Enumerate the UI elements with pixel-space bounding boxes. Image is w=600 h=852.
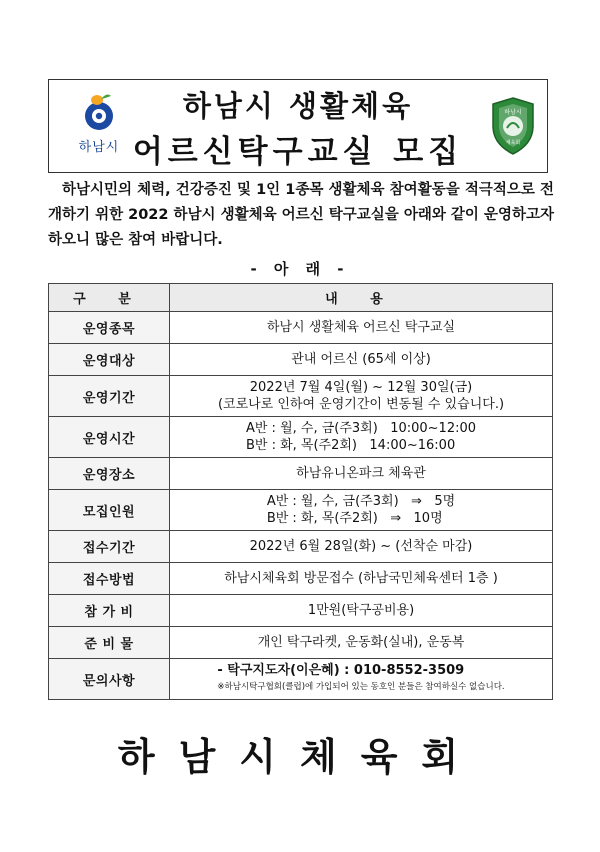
schedule-block — [246, 420, 476, 454]
row-label: 접수방법 — [49, 563, 170, 595]
row-label: 운영종목 — [49, 312, 170, 344]
table-row — [49, 376, 553, 417]
emblem-subtext: 체육회 — [505, 140, 521, 146]
logo-caption: 하남시 — [78, 140, 120, 155]
class-b-time: B반 : 화, 목(주2회) 14:00~16:00 — [245, 438, 456, 453]
sports-council-emblem — [489, 96, 537, 156]
shield-emblem-icon — [489, 96, 537, 156]
title-line-1: 하남시 생활체육 — [182, 89, 414, 123]
intro-paragraph-block — [48, 178, 554, 253]
row-label: 운영장소 — [49, 458, 170, 490]
class-a-time: A반 : 월, 수, 금(주3회) 10:00~12:00 — [245, 421, 477, 436]
table-row — [49, 595, 553, 627]
table-row — [49, 627, 553, 659]
period-note: (코로나로 인하여 운영기간이 변동될 수 있습니다.) — [217, 397, 505, 412]
row-value: 개인 탁구라켓, 운동화(실내), 운동복 — [170, 627, 553, 659]
row-label: 준 비 물 — [49, 627, 170, 659]
row-value — [170, 659, 553, 700]
below-heading: - 아 래 - — [250, 260, 350, 278]
footer-organization: 하남시체육회 — [117, 735, 483, 779]
table-row — [49, 458, 553, 490]
header-value-cell: 내 용 — [170, 284, 553, 312]
row-label: 문의사항 — [49, 659, 170, 700]
recruit-block — [267, 493, 455, 527]
class-b-count: B반 : 화, 목(주2회) ⇒ 10명 — [266, 511, 443, 526]
row-label: 접수기간 — [49, 531, 170, 563]
table-row — [49, 563, 553, 595]
table-row — [49, 312, 553, 344]
contact-line: - 탁구지도자(이은혜) : 010-8552-3509 — [217, 663, 465, 678]
table-header-row — [49, 284, 553, 312]
emblem-text: 하남시 — [504, 109, 522, 116]
table-row — [49, 659, 553, 700]
title-line-2: 어르신탁구교실 모집 — [132, 134, 464, 170]
intro-paragraph: 하남시민의 체력, 건강증진 및 1인 1종목 생활체육 참여활동을 적극적으로 전개하기 위한 2022 하남시 생활체육 어르신 탁구교실을 아래와 같이 운영하고자 하오니 많은 참여 바랍니다. — [48, 182, 554, 248]
row-label: 운영대상 — [49, 344, 170, 376]
table-row — [49, 490, 553, 531]
row-label: 운영시간 — [49, 417, 170, 458]
table-row — [49, 344, 553, 376]
contact-block — [217, 662, 504, 696]
row-value — [170, 376, 553, 417]
row-label: 참 가 비 — [49, 595, 170, 627]
row-value: 하남시체육회 방문접수 (하남국민체육센터 1층 ) — [170, 563, 553, 595]
row-value — [170, 490, 553, 531]
table-row — [49, 417, 553, 458]
contact-note: ※하남시탁구협회(클럽)에 가입되어 있는 동호인 분들은 참여하실수 없습니다. — [217, 682, 505, 692]
row-value: 하남유니온파크 체육관 — [170, 458, 553, 490]
header-box — [48, 79, 548, 173]
row-label: 운영기간 — [49, 376, 170, 417]
period-line: 2022년 7월 4일(월) ~ 12월 30일(금) — [249, 380, 473, 395]
class-a-count: A반 : 월, 수, 금(주3회) ⇒ 5명 — [266, 494, 456, 509]
header-label-cell: 구 분 — [49, 284, 170, 312]
row-value: 하남시 생활체육 어르신 탁구교실 — [170, 312, 553, 344]
table-row — [49, 531, 553, 563]
row-value: 1만원(탁구공비용) — [170, 595, 553, 627]
row-value — [170, 417, 553, 458]
info-table — [48, 283, 553, 700]
row-label: 모집인원 — [49, 490, 170, 531]
row-value: 관내 어르신 (65세 이상) — [170, 344, 553, 376]
row-value: 2022년 6월 28일(화) ~ (선착순 마감) — [170, 531, 553, 563]
